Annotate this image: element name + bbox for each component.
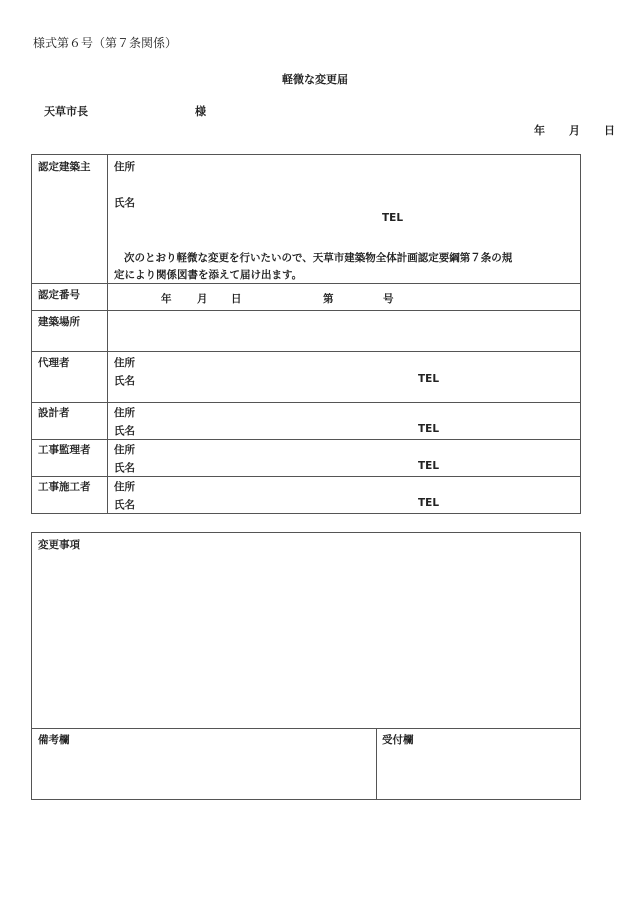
designer-label: 設計者 (38, 407, 70, 419)
certification-go-label: 号 (383, 293, 394, 305)
contractor-name-label: 氏名 (114, 499, 135, 511)
row-divider (32, 728, 580, 729)
owner-statement-line-1: 次のとおり軽微な変更を行いたいので、天草市建築物全体計画認定要綱第７条の規 (124, 252, 513, 264)
certification-dai-label: 第 (323, 293, 334, 305)
contractor-tel-label: TEL (418, 497, 440, 509)
agent-tel-label: TEL (418, 373, 440, 385)
date-year-label: 年 (534, 124, 545, 137)
date-month-label: 月 (569, 124, 580, 137)
certification-day-label: 日 (231, 293, 242, 305)
owner-address-label: 住所 (114, 161, 135, 173)
designer-tel-label: TEL (418, 423, 440, 435)
agent-name-label: 氏名 (114, 375, 135, 387)
contractor-label: 工事施工者 (38, 481, 91, 493)
row-divider (32, 310, 580, 311)
owner-name-label: 氏名 (114, 197, 135, 209)
supervisor-tel-label: TEL (418, 460, 440, 472)
changes-table (31, 532, 581, 800)
reception-label: 受付欄 (382, 734, 414, 746)
agent-label: 代理者 (38, 357, 70, 369)
owner-label: 認定建築主 (38, 161, 91, 173)
changes-label: 変更事項 (38, 539, 80, 551)
designer-name-label: 氏名 (114, 425, 135, 437)
row-divider (32, 283, 580, 284)
column-divider (376, 728, 377, 799)
page-title: 軽微な変更届 (282, 73, 348, 86)
agent-address-label: 住所 (114, 357, 135, 369)
label-column-divider (107, 155, 108, 513)
certification-year-label: 年 (161, 293, 172, 305)
remarks-label: 備考欄 (38, 734, 70, 746)
contractor-address-label: 住所 (114, 481, 135, 493)
addressee-honorific: 様 (195, 105, 206, 118)
row-divider (32, 351, 580, 352)
row-divider (32, 402, 580, 403)
owner-statement-line-2: 定により関係図書を添えて届け出ます。 (114, 269, 303, 281)
owner-tel-label: TEL (382, 212, 404, 224)
supervisor-label: 工事監理者 (38, 444, 91, 456)
row-divider (32, 476, 580, 477)
designer-address-label: 住所 (114, 407, 135, 419)
row-divider (32, 439, 580, 440)
date-day-label: 日 (604, 124, 615, 137)
addressee: 天草市長 (44, 105, 88, 118)
certification-month-label: 月 (197, 293, 208, 305)
form-number: 様式第６号（第７条関係） (33, 36, 178, 50)
main-form-table (31, 154, 581, 514)
certification-label: 認定番号 (38, 289, 80, 301)
supervisor-name-label: 氏名 (114, 462, 135, 474)
site-label: 建築場所 (38, 316, 80, 328)
supervisor-address-label: 住所 (114, 444, 135, 456)
